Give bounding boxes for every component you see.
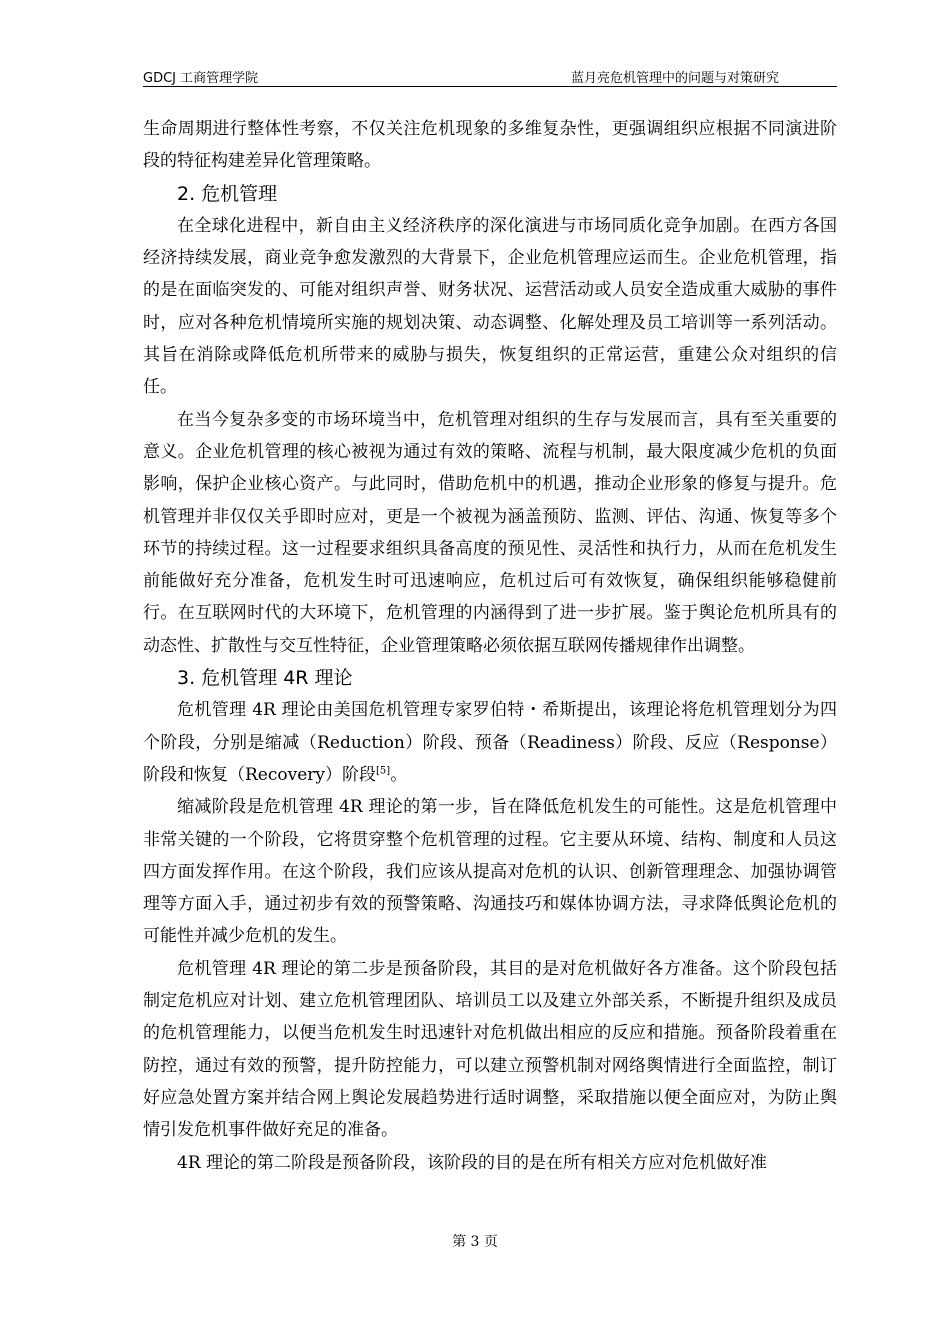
page-header	[143, 64, 837, 87]
section-heading-3: 3. 危机管理 4R 理论	[177, 667, 353, 690]
paragraph-readiness-stage: 危机管理 4R 理论的第二步是预备阶段，其目的是对危机做好各方准备。这个阶段包括制定危机应对计划、建立危机管理团队、培训员工以及建立外部关系，不断提升组织及成员的危机管理能力，以便当危机发生时迅速针对危机做出相应的反应和措施。预备阶段着重在防控，通过有效的预警，提升防控能力，可以建立预警机制对网络舆情进行全面监控，制订好应急处置方案并结合网上舆论发展趋势进行适时调整，采取措施以便全面应对，为防止舆情引发危机事件做好充足的准备。	[143, 958, 837, 1141]
paragraph-crisis-management-1: 在全球化进程中，新自由主义经济秩序的深化演进与市场同质化竞争加剧。在西方各国经济持续发展，商业竞争愈发激烈的大背景下，企业危机管理应运而生。企业危机管理，指的是在面临突发的、可能对组织声誉、财务状况、运营活动或人员安全造成重大威胁的事件时，应对各种危机情境所实施的规划决策、动态调整、化解处理及员工培训等一系列活动。其旨在消除或降低危机所带来的威胁与损失，恢复组织的正常运营，重建公众对组织的信任。	[143, 215, 837, 398]
paragraph-readiness-stage-2: 4R 理论的第二阶段是预备阶段，该阶段的目的是在所有相关方应对危机做好准	[177, 1152, 768, 1173]
paragraph-4r-intro	[143, 694, 837, 791]
header-school: GDCJ 工商管理学院	[143, 71, 259, 86]
page-body	[143, 113, 837, 1179]
header-title: 蓝月亮危机管理中的问题与对策研究	[570, 71, 779, 86]
paragraph-continued: 生命周期进行整体性考察，不仅关注危机现象的多维复杂性，更强调组织应根据不同演进阶段的特征构建差异化管理策略。	[143, 119, 837, 172]
paragraph-reduction-stage: 缩减阶段是危机管理 4R 理论的第一步，旨在降低危机发生的可能性。这是危机管理中非常关键的一个阶段，它将贯穿整个危机管理的过程。它主要从环境、结构、制度和人员这四方面发挥作用。在这个阶段，我们应该从提高对危机的认识、创新管理理念、加强协调管理等方面入手，通过初步有效的预警策略、沟通技巧和媒体协调方法，寻求降低舆论危机的可能性并减少危机的发生。	[143, 797, 837, 947]
section-heading-2: 2. 危机管理	[177, 182, 278, 205]
page-number: 第 3 页	[452, 1234, 498, 1250]
paragraph-4r-intro-text: 危机管理 4R 理论由美国危机管理专家罗伯特・希斯提出，该理论将危机管理划分为四个阶段，分别是缩减（Reduction）阶段、预备（Readiness）阶段、反应（Response）阶段和恢复（Recovery）阶段	[143, 700, 837, 785]
paragraph-crisis-management-2: 在当今复杂多变的市场环境当中，危机管理对组织的生存与发展而言，具有至关重要的意义。企业危机管理的核心被视为通过有效的策略、流程与机制，最大限度减少危机的负面影响，保护企业核心资产。与此同时，借助危机中的机遇，推动企业形象的修复与提升。危机管理并非仅仅关乎即时应对，更是一个被视为涵盖预防、监测、评估、沟通、恢复等多个环节的持续过程。这一过程要求组织具备高度的预见性、灵活性和执行力，从而在危机发生前能做好充分准备，危机发生时可迅速响应，危机过后可有效恢复，确保组织能够稳健前行。在互联网时代的大环境下，危机管理的内涵得到了进一步扩展。鉴于舆论危机所具有的动态性、扩散性与交互性特征，企业管理策略必须依据互联网传播规律作出调整。	[143, 409, 837, 656]
citation-reference: [5]	[376, 765, 391, 777]
paragraph-4r-intro-end: 。	[390, 764, 408, 785]
